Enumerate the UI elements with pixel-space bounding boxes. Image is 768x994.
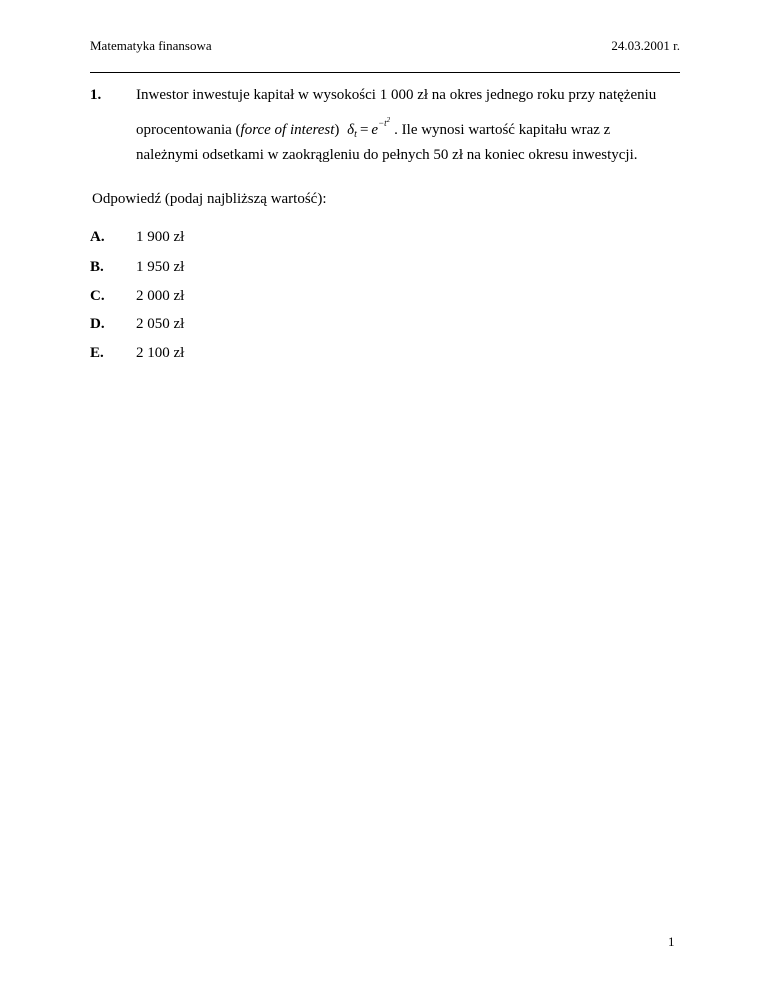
formula-delta: δ	[347, 122, 355, 138]
question-line-2	[136, 116, 610, 140]
option-letter: A.	[90, 229, 105, 245]
question-number: 1.	[90, 87, 102, 103]
question-line-2-start: oprocentowania (	[136, 122, 241, 138]
option-letter: B.	[90, 259, 104, 275]
question-line-1: Inwestor inwestuje kapitał w wysokości 1 000 zł na okres jednego roku przy natężeniu	[136, 87, 657, 103]
question-line-2-close: )	[334, 122, 340, 138]
option-value: 2 050 zł	[136, 316, 185, 332]
header-subject: Matematyka finansowa	[90, 38, 212, 53]
answer-prompt: Odpowiedź (podaj najbliższą wartość):	[92, 191, 327, 207]
formula-exponent: −t	[378, 118, 387, 128]
formula-subscript: t	[354, 129, 357, 140]
page-header	[90, 38, 680, 56]
option-value: 2 100 zł	[136, 345, 185, 361]
question-line-2-tail: . Ile wynosi wartość kapitału wraz z	[394, 122, 611, 138]
force-of-interest-formula	[347, 116, 391, 140]
option-letter: C.	[90, 288, 105, 304]
header-date: 24.03.2001 r.	[611, 38, 680, 53]
option-letter: E.	[90, 345, 104, 361]
formula-exponent-power: 2	[386, 116, 391, 124]
page-number: 1	[668, 934, 675, 949]
option-letter: D.	[90, 316, 105, 332]
option-value: 1 950 zł	[136, 259, 185, 275]
header-divider	[90, 72, 680, 73]
question-line-3: należnymi odsetkami w zaokrągleniu do pełnych 50 zł na koniec okresu inwestycji.	[136, 147, 638, 163]
formula-equals: =	[359, 122, 369, 138]
option-value: 2 000 zł	[136, 288, 185, 304]
option-value: 1 900 zł	[136, 229, 185, 245]
force-of-interest-term: force of interest	[240, 122, 335, 138]
formula-base: e	[371, 122, 379, 138]
